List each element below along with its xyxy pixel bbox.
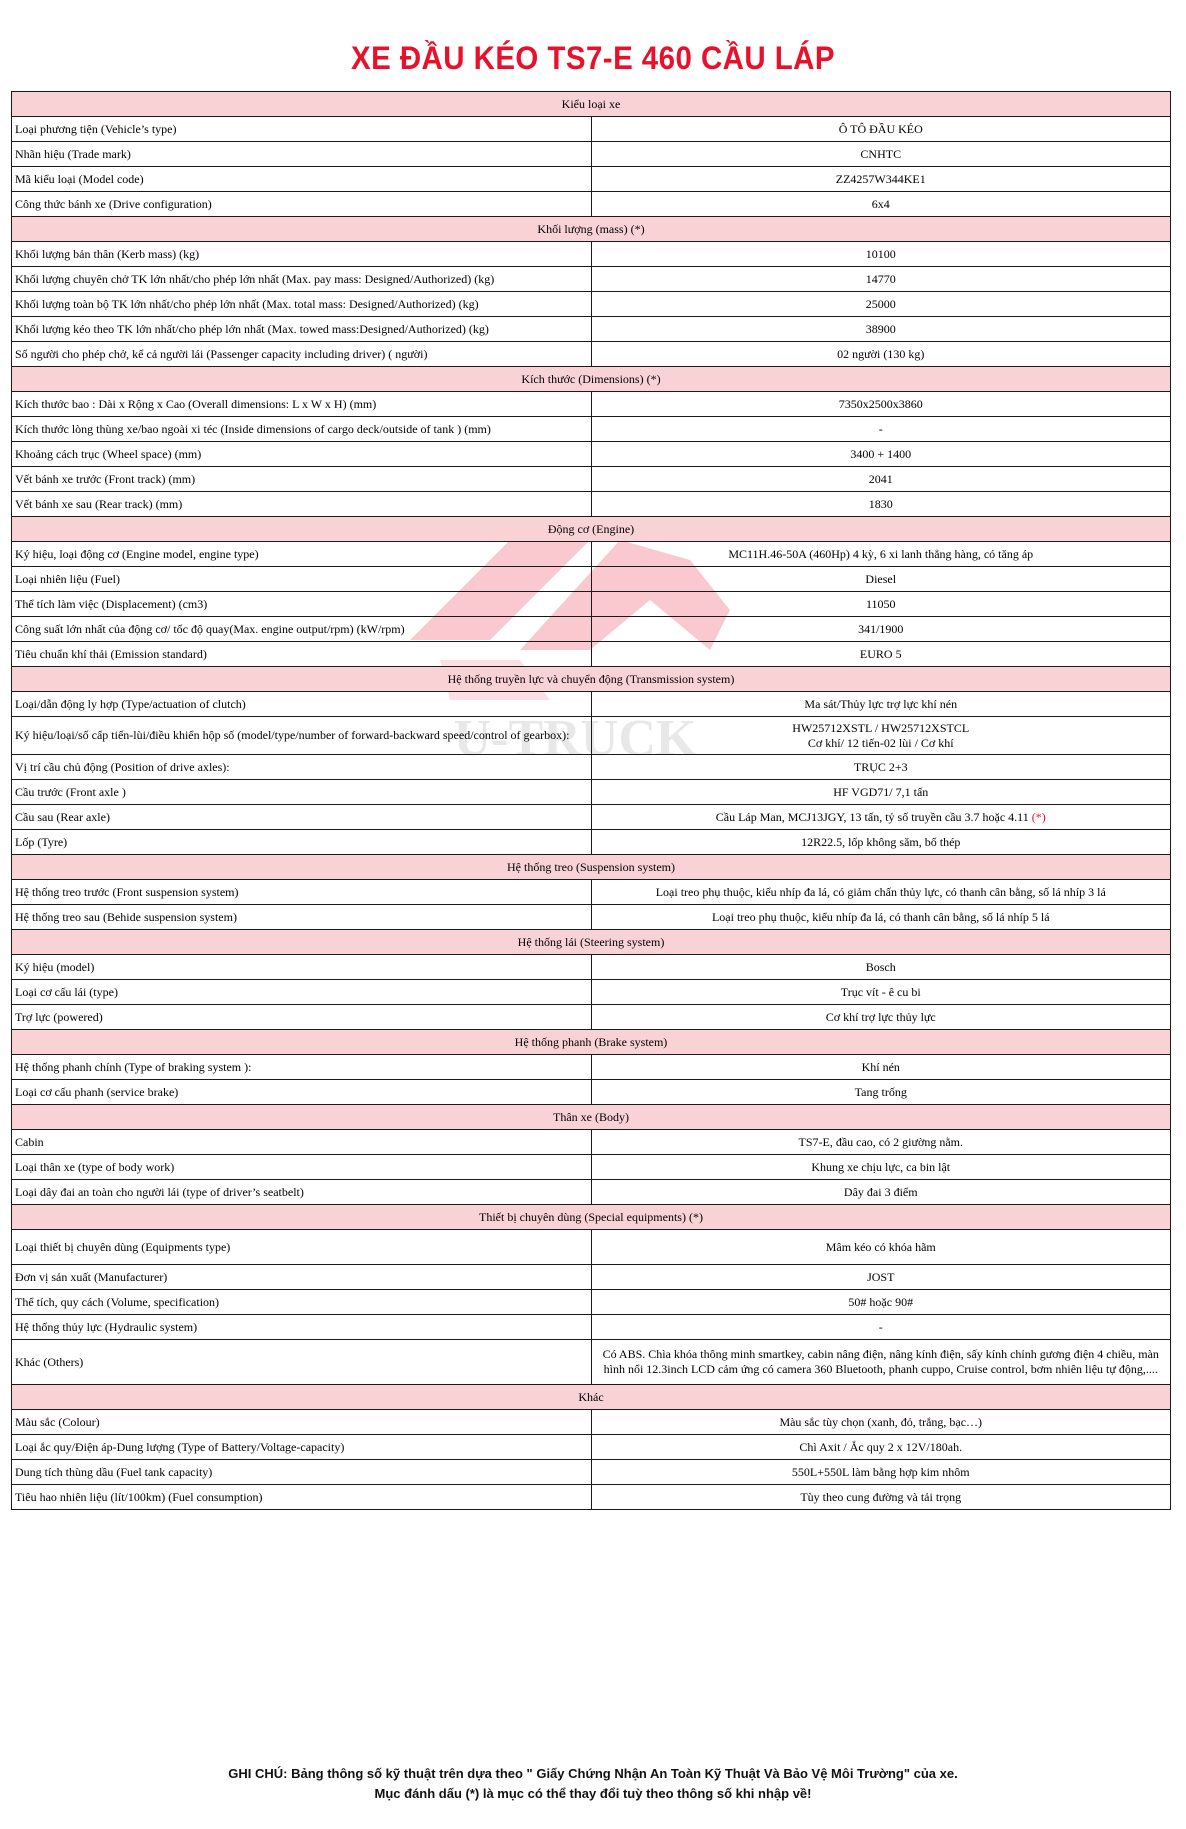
section-header <box>12 1385 1171 1410</box>
section-header <box>12 1030 1171 1055</box>
section-title: Khối lượng (mass) (*) <box>12 217 1171 242</box>
spec-row <box>12 467 1171 492</box>
section-header <box>12 1205 1171 1230</box>
spec-label: Tiêu chuẩn khí thải (Emission standard) <box>12 642 592 667</box>
spec-row <box>12 292 1171 317</box>
spec-row <box>12 805 1171 830</box>
spec-value-text: Khí nén <box>861 1059 900 1074</box>
spec-row <box>12 1230 1171 1265</box>
spec-value-text: - <box>878 421 883 436</box>
spec-value <box>591 955 1171 980</box>
section-header <box>12 930 1171 955</box>
footnote-line-2: Mục đánh dấu (*) là mục có thể thay đổi tuỳ theo thông số khi nhập về! <box>374 1786 812 1801</box>
spec-row <box>12 317 1171 342</box>
spec-value-text: - <box>878 1319 883 1334</box>
spec-value <box>591 1230 1171 1265</box>
spec-row <box>12 492 1171 517</box>
spec-label: Màu sắc (Colour) <box>12 1410 592 1435</box>
spec-value-text: 3400 + 1400 <box>850 446 912 461</box>
spec-row <box>12 1315 1171 1340</box>
spec-label: Thể tích, quy cách (Volume, specification) <box>12 1290 592 1315</box>
watermark-text: U-TRUCK <box>453 710 697 767</box>
spec-label: Hệ thống treo trước (Front suspension system) <box>12 880 592 905</box>
spec-label: Hệ thống treo sau (Behide suspension system) <box>12 905 592 930</box>
spec-row <box>12 1080 1171 1105</box>
variable-spec-marker: (*) <box>1031 809 1046 824</box>
spec-value-text: 12R22.5, lốp không săm, bố thép <box>801 834 961 849</box>
spec-value <box>591 1180 1171 1205</box>
spec-value-text: Loại treo phụ thuộc, kiểu nhíp đa lá, có thanh cân bằng, số lá nhíp 5 lá <box>711 909 1050 924</box>
spec-label: Dung tích thùng dầu (Fuel tank capacity) <box>12 1460 592 1485</box>
spec-value-text: Loại treo phụ thuộc, kiểu nhíp đa lá, có giảm chấn thủy lực, có thanh cân bằng, số lá nhíp 3 lá <box>655 884 1106 899</box>
section-title: Kiểu loại xe <box>12 92 1171 117</box>
spec-label: Loại thiết bị chuyên dùng (Equipments type) <box>12 1230 592 1265</box>
spec-label: Vết bánh xe sau (Rear track) (mm) <box>12 492 592 517</box>
spec-value-text: Có ABS. Chìa khóa thông minh smartkey, cabin nâng điện, nâng kính điện, sấy kính chỉnh gương điện 4 chiều, màn hình nổi 12.3inch LCD cảm ứng có camera 360 Bluetooth, phanh cuppo, Cruise control, bơm nhiên liệu tự động,.... <box>602 1347 1159 1376</box>
spec-label: Ký hiệu (model) <box>12 955 592 980</box>
spec-row <box>12 167 1171 192</box>
spec-row <box>12 1340 1171 1385</box>
spec-value-text: JOST <box>867 1269 895 1284</box>
spec-row <box>12 1055 1171 1080</box>
spec-value <box>591 1130 1171 1155</box>
spec-value-text: TS7-E, đầu cao, có 2 giường nằm. <box>798 1134 963 1149</box>
spec-row <box>12 780 1171 805</box>
section-header <box>12 92 1171 117</box>
spec-row <box>12 1155 1171 1180</box>
section-header <box>12 217 1171 242</box>
spec-value <box>591 617 1171 642</box>
section-header <box>12 1105 1171 1130</box>
spec-value <box>591 692 1171 717</box>
spec-value-text: 38900 <box>865 321 896 336</box>
spec-value <box>591 142 1171 167</box>
spec-label: Khối lượng chuyên chở TK lớn nhất/cho phép lớn nhất (Max. pay mass: Designed/Authorized) (kg) <box>12 267 592 292</box>
spec-row <box>12 342 1171 367</box>
spec-label: Khoảng cách trục (Wheel space) (mm) <box>12 442 592 467</box>
section-title: Động cơ (Engine) <box>12 517 1171 542</box>
spec-value <box>591 1080 1171 1105</box>
spec-value-text: Tang trống <box>854 1084 907 1099</box>
spec-value-text: TRỤC 2+3 <box>853 759 908 774</box>
spec-value-text: Cơ khí trợ lực thủy lực <box>825 1009 936 1024</box>
spec-value <box>591 1410 1171 1435</box>
spec-row <box>12 642 1171 667</box>
spec-label: Mã kiểu loại (Model code) <box>12 167 592 192</box>
spec-row <box>12 242 1171 267</box>
section-title: Hệ thống phanh (Brake system) <box>12 1030 1171 1055</box>
spec-label: Vết bánh xe trước (Front track) (mm) <box>12 467 592 492</box>
spec-value-text: Bosch <box>865 959 896 974</box>
spec-value <box>591 267 1171 292</box>
spec-value-text: HF VGD71/ 7,1 tấn <box>833 784 929 799</box>
spec-value-text: 10100 <box>865 246 896 261</box>
spec-row <box>12 905 1171 930</box>
spec-value <box>591 1460 1171 1485</box>
section-title: Hệ thống lái (Steering system) <box>12 930 1171 955</box>
section-header <box>12 667 1171 692</box>
spec-label: Công thức bánh xe (Drive configuration) <box>12 192 592 217</box>
spec-value <box>591 292 1171 317</box>
spec-label: Hệ thống thủy lực (Hydraulic system) <box>12 1315 592 1340</box>
spec-label: Cầu trước (Front axle ) <box>12 780 592 805</box>
spec-value-text: CNHTC <box>860 146 902 161</box>
spec-value-text: 550L+550L làm bằng hợp kim nhôm <box>791 1464 970 1479</box>
spec-label: Loại dây đai an toàn cho người lái (type of driver’s seatbelt) <box>12 1180 592 1205</box>
spec-value-text: Diesel <box>865 571 897 586</box>
spec-value-text: Trục vít - ê cu bi <box>840 984 921 999</box>
spec-value <box>591 467 1171 492</box>
spec-row <box>12 142 1171 167</box>
spec-value-text: 2041 <box>868 471 893 486</box>
spec-value <box>591 1435 1171 1460</box>
spec-row <box>12 542 1171 567</box>
spec-value-text: Tùy theo cung đường và tải trọng <box>800 1489 962 1504</box>
spec-label: Loại ắc quy/Điện áp-Dung lượng (Type of Battery/Voltage-capacity) <box>12 1435 592 1460</box>
spec-value-text: HW25712XSTL / HW25712XSTCL <box>792 720 970 735</box>
spec-row <box>12 1265 1171 1290</box>
spec-row <box>12 980 1171 1005</box>
spec-value-text: 1830 <box>868 496 893 511</box>
spec-label: Trợ lực (powered) <box>12 1005 592 1030</box>
spec-value <box>591 1340 1171 1385</box>
spec-row <box>12 1410 1171 1435</box>
spec-label: Ký hiệu, loại động cơ (Engine model, engine type) <box>12 542 592 567</box>
spec-value <box>591 980 1171 1005</box>
spec-table <box>11 91 1171 1510</box>
spec-label: Loại phương tiện (Vehicle’s type) <box>12 117 592 142</box>
spec-label: Nhãn hiệu (Trade mark) <box>12 142 592 167</box>
spec-label: Số người cho phép chở, kể cả người lái (Passenger capacity including driver) ( người) <box>12 342 592 367</box>
spec-value <box>591 542 1171 567</box>
spec-label: Khối lượng bản thân (Kerb mass) (kg) <box>12 242 592 267</box>
spec-row <box>12 617 1171 642</box>
page-title: XE ĐẦU KÉO TS7-E 460 CẦU LÁP <box>350 40 836 76</box>
spec-label: Loại cơ cấu phanh (service brake) <box>12 1080 592 1105</box>
spec-value <box>591 1005 1171 1030</box>
spec-value <box>591 342 1171 367</box>
section-title: Khác <box>12 1385 1171 1410</box>
spec-row <box>12 880 1171 905</box>
spec-value <box>591 117 1171 142</box>
spec-value-text: Cầu Láp Man, MCJ13JGY, 13 tấn, tỷ số truyền cầu 3.7 hoặc 4.11 <box>715 809 1032 824</box>
spec-value-text: 341/1900 <box>858 621 904 636</box>
spec-value <box>591 805 1171 830</box>
spec-value <box>591 1485 1171 1510</box>
spec-value <box>591 592 1171 617</box>
spec-row <box>12 717 1171 755</box>
spec-row <box>12 1460 1171 1485</box>
spec-row <box>12 1290 1171 1315</box>
spec-row <box>12 1435 1171 1460</box>
spec-label: Khối lượng toàn bộ TK lớn nhất/cho phép lớn nhất (Max. total mass: Designed/Authorized) (kg) <box>12 292 592 317</box>
section-title: Hệ thống truyền lực và chuyển động (Transmission system) <box>12 667 1171 692</box>
spec-row <box>12 1180 1171 1205</box>
spec-label: Vị trí cầu chủ động (Position of drive axles): <box>12 755 592 780</box>
spec-label: Lốp (Tyre) <box>12 830 592 855</box>
spec-value <box>591 880 1171 905</box>
spec-row <box>12 1485 1171 1510</box>
spec-value <box>591 1155 1171 1180</box>
spec-value-text: Ô TÔ ĐẦU KÉO <box>838 121 923 136</box>
spec-row <box>12 392 1171 417</box>
spec-label: Khối lượng kéo theo TK lớn nhất/cho phép lớn nhất (Max. towed mass:Designed/Authorized) (kg) <box>12 317 592 342</box>
spec-label: Ký hiệu/loại/số cấp tiến-lùi/điều khiển hộp số (model/type/number of forward-backward speed/control of gearbox): <box>12 717 592 755</box>
spec-label: Thể tích làm việc (Displacement) (cm3) <box>12 592 592 617</box>
spec-value-text: EURO 5 <box>859 646 902 661</box>
spec-label: Tiêu hao nhiên liệu (lít/100km) (Fuel consumption) <box>12 1485 592 1510</box>
spec-value-text: 25000 <box>865 296 896 311</box>
spec-value <box>591 1290 1171 1315</box>
spec-label: Loại cơ cấu lái (type) <box>12 980 592 1005</box>
footnote-line-1: GHI CHÚ: Bảng thông số kỹ thuật trên dựa theo " Giấy Chứng Nhận An Toàn Kỹ Thuật Và Bảo Vệ Môi Trường" của xe. <box>228 1766 958 1781</box>
spec-row <box>12 955 1171 980</box>
spec-value <box>591 167 1171 192</box>
spec-value-text-line-2: Cơ khí/ 12 tiến-02 lùi / Cơ khí <box>807 735 954 750</box>
spec-value <box>591 1265 1171 1290</box>
spec-label: Loại nhiên liệu (Fuel) <box>12 567 592 592</box>
spec-label: Hệ thống phanh chính (Type of braking system ): <box>12 1055 592 1080</box>
spec-value <box>591 717 1171 755</box>
spec-row <box>12 830 1171 855</box>
spec-row <box>12 417 1171 442</box>
section-title: Thiết bị chuyên dùng (Special equipments) (*) <box>12 1205 1171 1230</box>
section-header <box>12 517 1171 542</box>
spec-value <box>591 905 1171 930</box>
spec-value <box>591 780 1171 805</box>
section-title: Hệ thống treo (Suspension system) <box>12 855 1171 880</box>
spec-row <box>12 1005 1171 1030</box>
section-header <box>12 367 1171 392</box>
spec-row <box>12 755 1171 780</box>
spec-row <box>12 692 1171 717</box>
spec-label: Cầu sau (Rear axle) <box>12 805 592 830</box>
spec-value-text: 50# hoặc 90# <box>848 1294 914 1309</box>
spec-label: Kích thước lòng thùng xe/bao ngoài xi téc (Inside dimensions of cargo deck/outside of tank ) (mm) <box>12 417 592 442</box>
spec-label: Loại/dẫn động ly hợp (Type/actuation of clutch) <box>12 692 592 717</box>
footnote <box>0 1764 1186 1804</box>
spec-value-text: Dây đai 3 điểm <box>843 1184 918 1199</box>
spec-value-text: 6x4 <box>871 196 890 211</box>
section-title: Thân xe (Body) <box>12 1105 1171 1130</box>
spec-value-text: Màu sắc tùy chọn (xanh, đỏ, trắng, bạc…) <box>779 1414 983 1429</box>
spec-value-text: Ma sát/Thủy lực trợ lực khí nén <box>804 696 958 711</box>
spec-value-text: 02 người (130 kg) <box>837 346 925 361</box>
spec-label: Công suất lớn nhất của động cơ/ tốc độ quay(Max. engine output/rpm) (kW/rpm) <box>12 617 592 642</box>
spec-value <box>591 317 1171 342</box>
spec-value-text: Mâm kéo có khóa hãm <box>825 1239 936 1254</box>
spec-value-text: Khung xe chịu lực, ca bin lật <box>811 1159 951 1174</box>
spec-value <box>591 192 1171 217</box>
spec-value <box>591 755 1171 780</box>
spec-value-text: 11050 <box>865 596 896 611</box>
spec-label: Cabin <box>12 1130 592 1155</box>
spec-row <box>12 267 1171 292</box>
spec-value-text: 14770 <box>865 271 896 286</box>
spec-value <box>591 567 1171 592</box>
spec-value <box>591 242 1171 267</box>
spec-label: Loại thân xe (type of body work) <box>12 1155 592 1180</box>
spec-row <box>12 567 1171 592</box>
spec-value <box>591 1315 1171 1340</box>
spec-value <box>591 642 1171 667</box>
spec-row <box>12 442 1171 467</box>
spec-row <box>12 592 1171 617</box>
spec-value <box>591 830 1171 855</box>
spec-value <box>591 392 1171 417</box>
spec-label: Đơn vị sản xuất (Manufacturer) <box>12 1265 592 1290</box>
spec-value <box>591 492 1171 517</box>
spec-value <box>591 442 1171 467</box>
spec-label: Kích thước bao : Dài x Rộng x Cao (Overall dimensions: L x W x H) (mm) <box>12 392 592 417</box>
spec-value <box>591 1055 1171 1080</box>
spec-label: Khác (Others) <box>12 1340 592 1385</box>
spec-value-text: MC11H.46-50A (460Hp) 4 kỳ, 6 xi lanh thẳng hàng, có tăng áp <box>728 546 1034 561</box>
section-header <box>12 855 1171 880</box>
spec-value-text: Chì Axit / Ắc quy 2 x 12V/180ah. <box>799 1439 963 1454</box>
spec-row <box>12 117 1171 142</box>
spec-value-text: 7350x2500x3860 <box>838 396 923 411</box>
section-title: Kích thước (Dimensions) (*) <box>12 367 1171 392</box>
spec-value <box>591 417 1171 442</box>
spec-row <box>12 1130 1171 1155</box>
spec-value-text: ZZ4257W344KE1 <box>835 171 926 186</box>
spec-row <box>12 192 1171 217</box>
